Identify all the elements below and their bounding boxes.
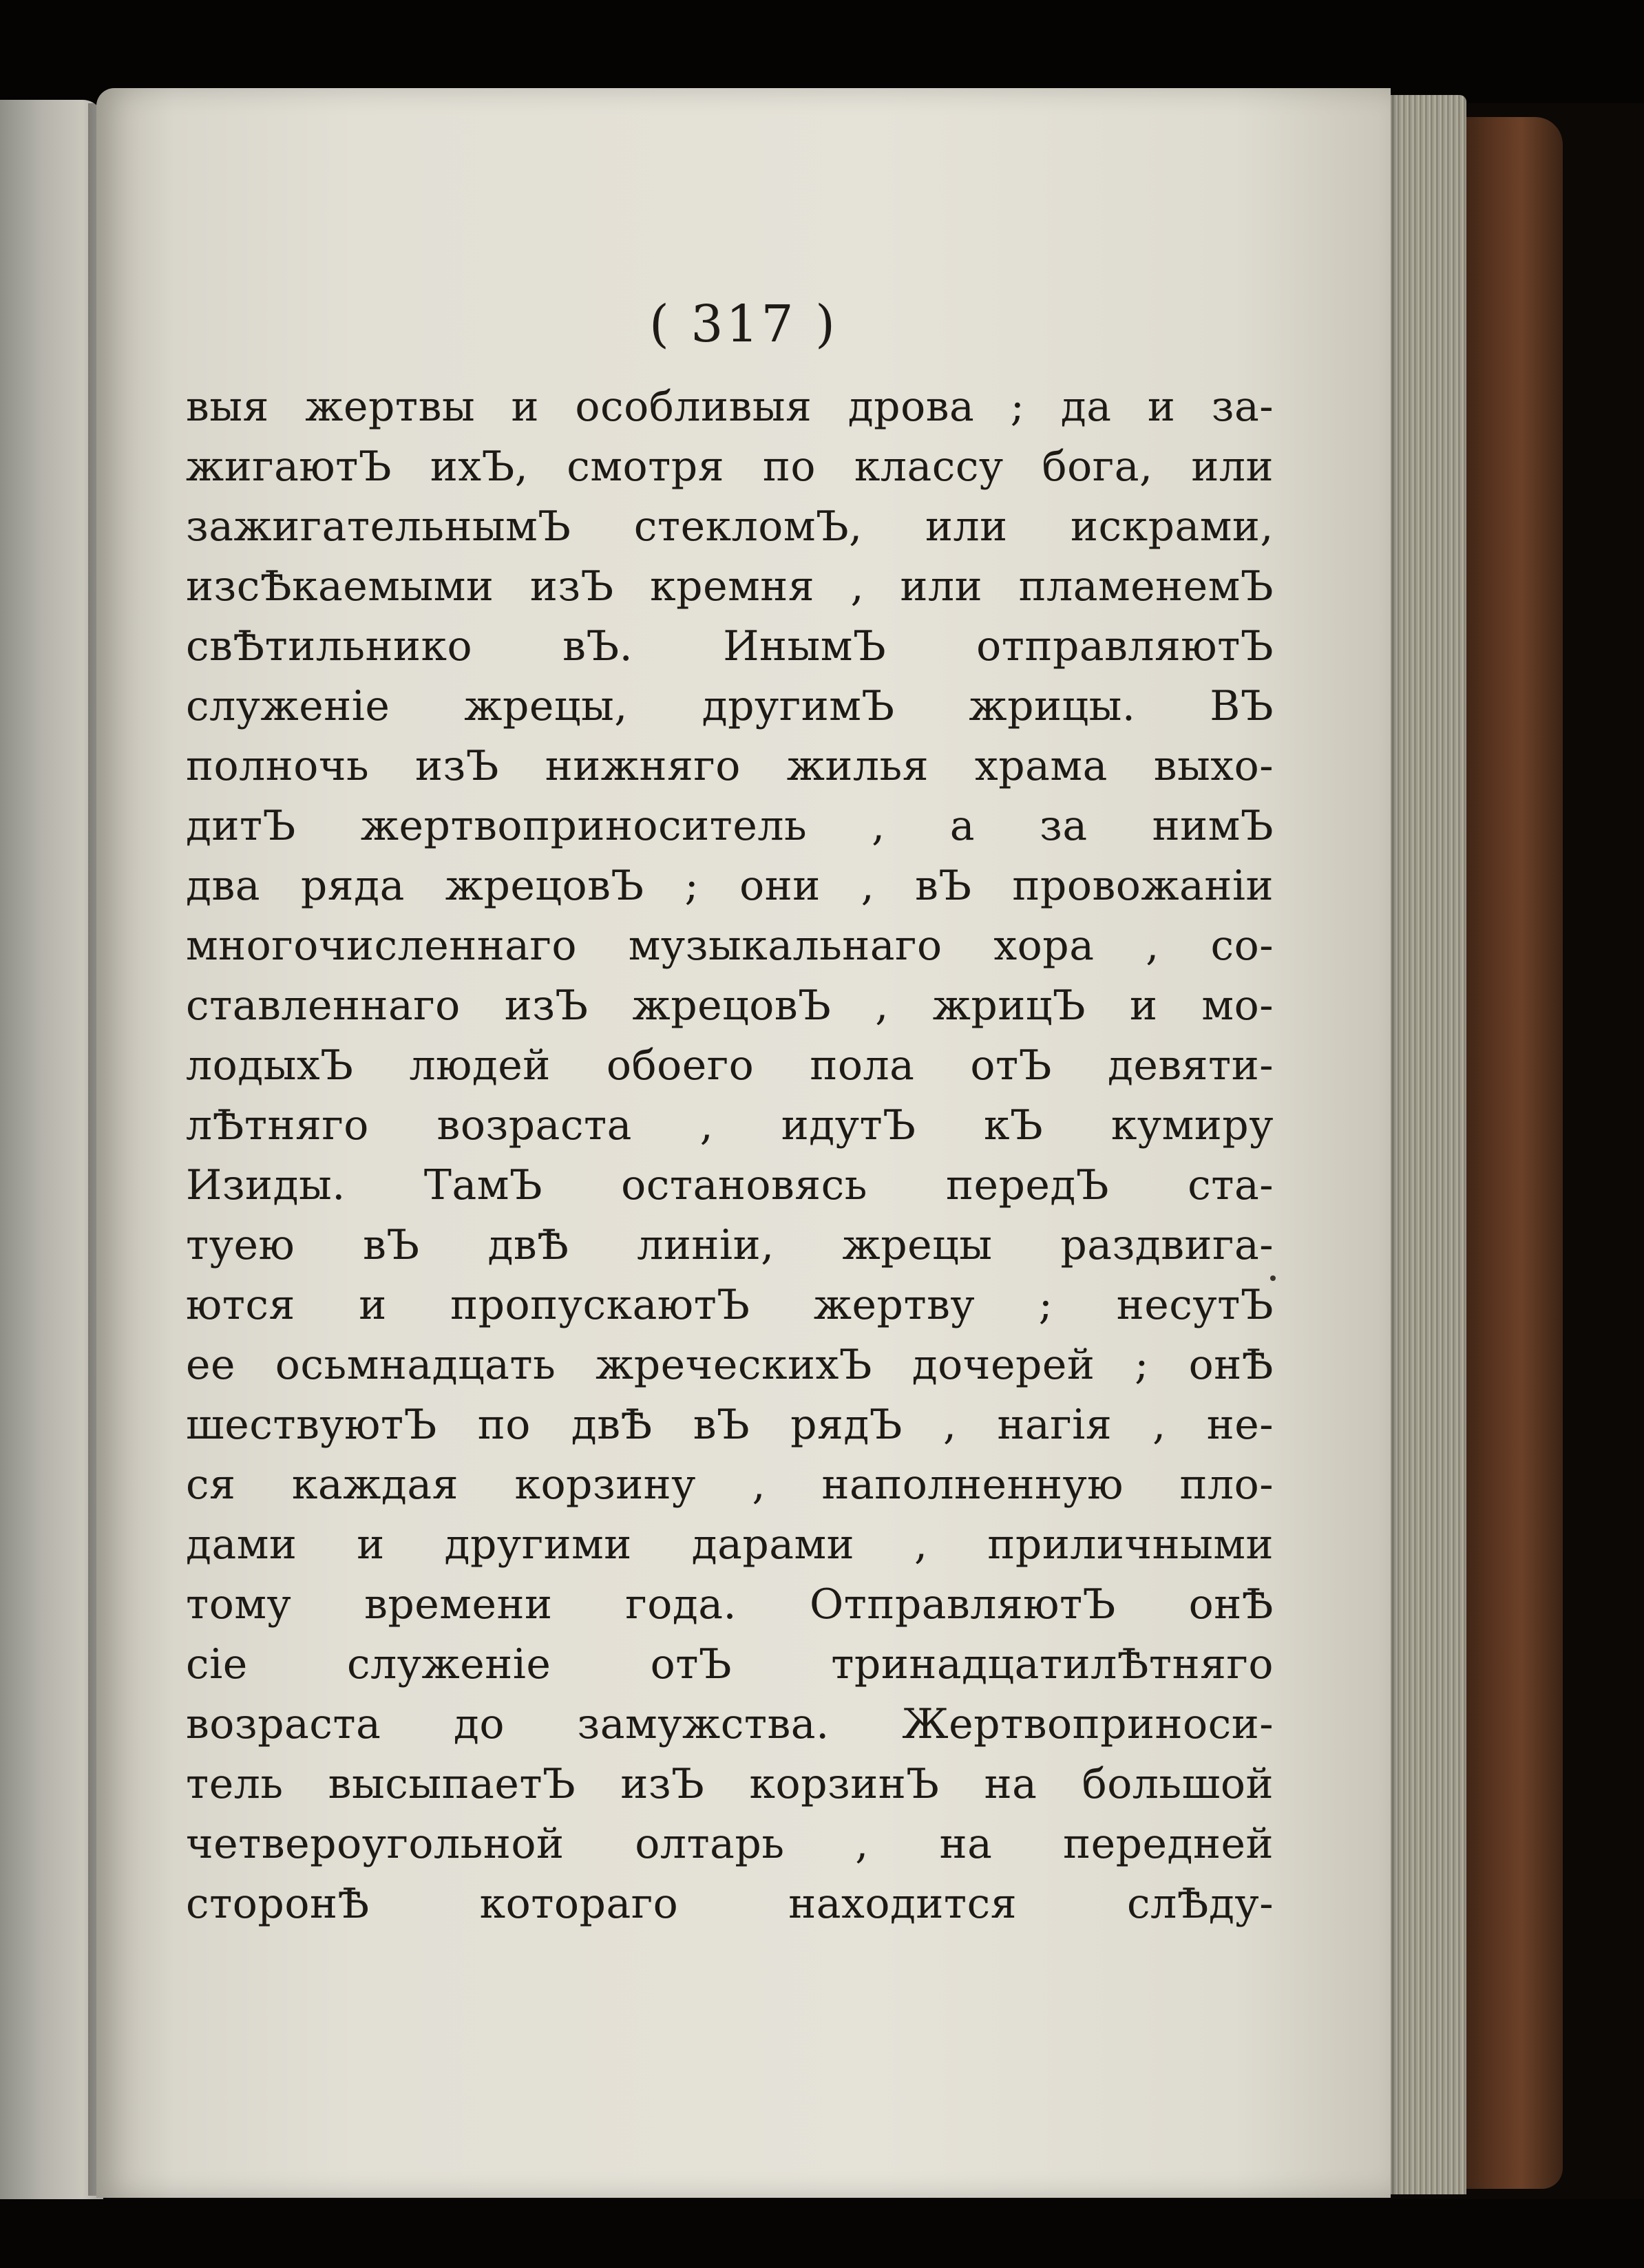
text-line: тель высыпаетЪ изЪ корзинЪ на большой [186, 1760, 1274, 1808]
text-line: жигаютЪ ихЪ, смотря по классу бога, или [186, 443, 1274, 491]
text-line: дами и другими дарами , приличными [186, 1520, 1274, 1569]
text-line: лѢтняго возраста , идутЪ кЪ кумиру [186, 1101, 1274, 1149]
background-bottom [0, 2199, 1644, 2268]
text-line: ставленнаго изЪ жрецовЪ , жрицЪ и мо- [186, 982, 1274, 1030]
text-line: полночь изЪ нижняго жилья храма выхо- [186, 742, 1274, 790]
text-line: лодыхЪ людей обоего пола отЪ девяти- [186, 1041, 1274, 1090]
text-line: тому времени года. ОтправляютЪ онѢ [186, 1580, 1274, 1629]
leather-cover [1459, 117, 1563, 2189]
text-line: четвероугольной олтарь , на передней [186, 1820, 1274, 1868]
text-line: ее осьмнадцать жреческихЪ дочерей ; онѢ [186, 1341, 1274, 1389]
book-page [96, 88, 1391, 2198]
text-line: сіе служеніе отЪ тринадцатилѢтняго [186, 1640, 1274, 1688]
paper-fleck [1270, 1275, 1276, 1281]
text-line: туею вЪ двѢ линіи, жрецы раздвига- [186, 1221, 1274, 1269]
page-text [186, 377, 1274, 1934]
text-line: служеніе жрецы, другимЪ жрицы. ВЪ [186, 682, 1274, 730]
text-line: дитЪ жертвоприноситель , а за нимЪ [186, 802, 1274, 850]
text-line: два ряда жрецовЪ ; они , вЪ провожаніи [186, 862, 1274, 910]
text-line: выя жертвы и особливыя дрова ; да и за- [186, 383, 1274, 431]
text-line: ся каждая корзину , наполненную пло- [186, 1461, 1274, 1509]
text-line: ются и пропускаютЪ жертву ; несутЪ [186, 1281, 1274, 1329]
page-number: ( 317 ) [649, 295, 839, 354]
text-line: зажигательнымЪ стекломЪ, или искрами, [186, 502, 1274, 551]
text-line: сторонѢ котораго находится слѢду- [186, 1880, 1274, 1928]
text-line: Изиды. ТамЪ остановясь передЪ ста- [186, 1161, 1274, 1209]
text-line: многочисленнаго музыкальнаго хора , со- [186, 922, 1274, 970]
text-line: возраста до замужства. Жертвоприноси- [186, 1700, 1274, 1748]
text-line: шествуютЪ по двѢ вЪ рядЪ , нагія , не- [186, 1401, 1274, 1449]
text-line: свѢтильнико вЪ. ИнымЪ отправляютЪ [186, 622, 1274, 670]
text-line: изсѢкаемыми изЪ кремня , или пламенемЪ [186, 562, 1274, 611]
